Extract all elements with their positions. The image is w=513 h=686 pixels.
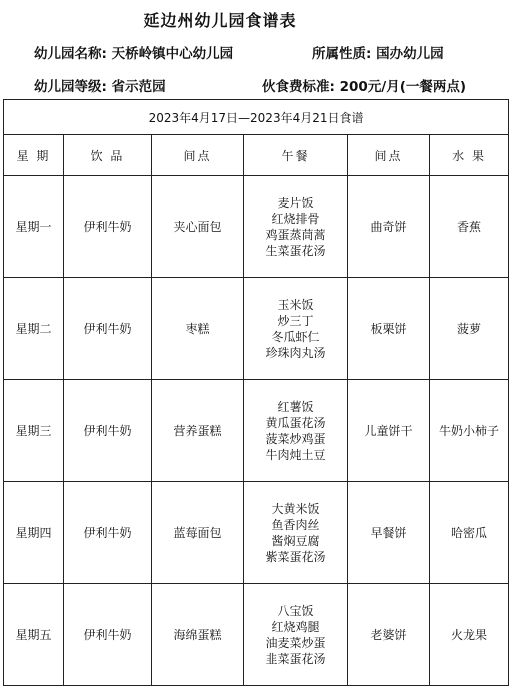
table-row — [4, 380, 509, 482]
date-range: 2023年4月17日—2023年4月21日食谱 — [4, 100, 509, 135]
fruit-cell: 哈密瓜 — [430, 482, 509, 584]
snack-2-cell: 儿童饼干 — [348, 380, 430, 482]
drink-cell: 伊利牛奶 — [64, 584, 152, 686]
header-drink: 饮 品 — [64, 135, 152, 176]
meal-fee-standard: 伙食费标准: 200元/月(一餐两点) — [262, 79, 467, 95]
lunch-cell — [244, 278, 348, 380]
header-fruit: 水 果 — [430, 135, 509, 176]
day-cell: 星期一 — [4, 176, 64, 278]
kindergarten-grade: 幼儿园等级: 省示范园 — [34, 79, 166, 95]
table-row — [4, 278, 509, 380]
lunch-dish: 红烧鸡腿 — [271, 619, 320, 634]
header-day: 星 期 — [4, 135, 64, 176]
snack-2-cell: 曲奇饼 — [348, 176, 430, 278]
ownership-type: 所属性质: 国办幼儿园 — [312, 46, 444, 62]
lunch-cell — [244, 482, 348, 584]
snack-2-cell: 老婆饼 — [348, 584, 430, 686]
lunch-dish: 麦片饭 — [277, 195, 314, 210]
lunch-dish: 炒三丁 — [277, 313, 314, 328]
lunch-dish: 红烧排骨 — [271, 211, 320, 226]
snack-2-cell: 板栗饼 — [348, 278, 430, 380]
snack-1-cell: 蓝莓面包 — [152, 482, 244, 584]
lunch-cell — [244, 380, 348, 482]
lunch-dish: 冬瓜虾仁 — [271, 329, 320, 344]
lunch-dish: 珍珠肉丸汤 — [265, 345, 326, 360]
snack-2-cell: 早餐饼 — [348, 482, 430, 584]
header-lunch: 午餐 — [244, 135, 348, 176]
snack-1-cell: 夹心面包 — [152, 176, 244, 278]
lunch-dish: 玉米饭 — [277, 297, 314, 312]
snack-1-cell: 营养蛋糕 — [152, 380, 244, 482]
fruit-cell: 香蕉 — [430, 176, 509, 278]
lunch-cell — [244, 584, 348, 686]
page-title: 延边州幼儿园食谱表 — [143, 11, 297, 30]
menu-table — [3, 99, 509, 686]
lunch-cell — [244, 176, 348, 278]
fruit-cell: 菠萝 — [430, 278, 509, 380]
day-cell: 星期三 — [4, 380, 64, 482]
kindergarten-name: 幼儿园名称: 天桥岭镇中心幼儿园 — [34, 46, 234, 62]
lunch-dish: 八宝饭 — [277, 603, 314, 618]
drink-cell: 伊利牛奶 — [64, 278, 152, 380]
header-snack-1: 间点 — [152, 135, 244, 176]
lunch-dish: 酱焖豆腐 — [271, 533, 320, 548]
lunch-dish: 鱼香肉丝 — [271, 517, 320, 532]
lunch-dish: 韭菜蛋花汤 — [265, 651, 326, 666]
lunch-dish: 牛肉炖土豆 — [265, 447, 326, 462]
header-row — [4, 135, 509, 176]
header-snack-2: 间点 — [348, 135, 430, 176]
date-range-row — [4, 100, 509, 135]
lunch-dish: 鸡蛋蒸茼蒿 — [265, 227, 326, 242]
fruit-cell: 火龙果 — [430, 584, 509, 686]
table-row — [4, 482, 509, 584]
day-cell: 星期二 — [4, 278, 64, 380]
day-cell: 星期五 — [4, 584, 64, 686]
day-cell: 星期四 — [4, 482, 64, 584]
table-row — [4, 176, 509, 278]
drink-cell: 伊利牛奶 — [64, 482, 152, 584]
lunch-dish: 紫菜蛋花汤 — [265, 549, 326, 564]
lunch-dish: 菠菜炒鸡蛋 — [265, 431, 326, 446]
drink-cell: 伊利牛奶 — [64, 176, 152, 278]
snack-1-cell: 枣糕 — [152, 278, 244, 380]
drink-cell: 伊利牛奶 — [64, 380, 152, 482]
fruit-cell: 牛奶小柿子 — [430, 380, 509, 482]
snack-1-cell: 海绵蛋糕 — [152, 584, 244, 686]
lunch-dish: 油麦菜炒蛋 — [265, 635, 326, 650]
lunch-dish: 黄瓜蛋花汤 — [265, 415, 326, 430]
table-row — [4, 584, 509, 686]
lunch-dish: 生菜蛋花汤 — [265, 243, 326, 258]
lunch-dish: 大黄米饭 — [271, 501, 320, 516]
lunch-dish: 红薯饭 — [277, 399, 314, 414]
